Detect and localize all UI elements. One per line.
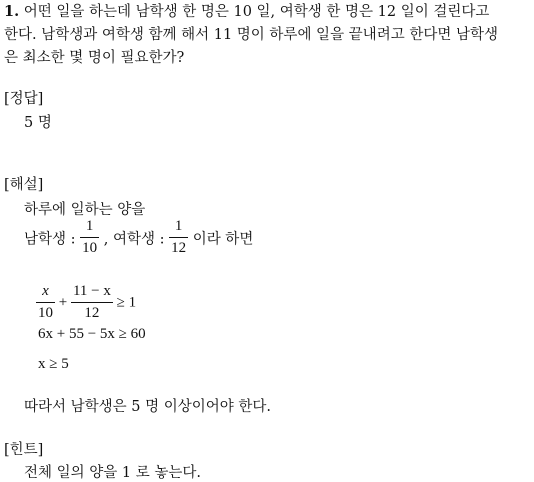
inequality-2: 6x + 55 − 5x ≥ 60 xyxy=(38,326,146,342)
hint-text: 전체 일의 양을 1 로 놓는다. xyxy=(24,465,201,481)
solution-line-1: 하루에 일하는 양을 xyxy=(24,202,146,218)
inequality-1-fraction-a xyxy=(36,283,55,323)
problem-line-1: 어떤 일을 하는데 남학생 한 명은 10 일, 여학생 한 명은 12 일이 걸린다고 xyxy=(23,4,490,20)
solution-conclusion: 따라서 남학생은 5 명 이상이어야 한다. xyxy=(24,399,271,415)
problem-statement xyxy=(4,5,489,20)
problem-line-2: 한다. 남학생과 여학생 함께 해서 11 명이 하루에 일을 끝내려고 한다면 남학생 xyxy=(4,27,498,43)
fraction-b-denominator: 12 xyxy=(84,305,100,322)
boy-rate-denominator: 10 xyxy=(82,240,98,257)
answer-label: [정답] xyxy=(4,91,44,107)
inequality-1-rhs: ≥ 1 xyxy=(116,294,137,311)
rates-suffix: 이라 하면 xyxy=(192,231,254,248)
girl-rate-denominator: 12 xyxy=(171,240,187,257)
boy-rate-fraction xyxy=(80,218,99,258)
problem-line-3: 은 최소한 몇 명이 필요한가? xyxy=(4,50,185,66)
inequality-1-fraction-b xyxy=(71,283,113,323)
girl-rate-numerator: 1 xyxy=(169,218,188,238)
boy-rate-numerator: 1 xyxy=(80,218,99,238)
fraction-a-numerator: x xyxy=(36,283,55,303)
solution-rates-line xyxy=(24,218,253,258)
hint-label: [힌트] xyxy=(4,442,44,458)
solution-label: [해설] xyxy=(4,177,44,193)
girl-rate-label: , 여학생 : xyxy=(103,231,165,248)
inequality-1 xyxy=(36,283,136,323)
answer-value: 5 명 xyxy=(24,115,52,131)
plus-sign: + xyxy=(58,294,68,311)
girl-rate-fraction xyxy=(169,218,188,258)
inequality-3: x ≥ 5 xyxy=(38,356,69,372)
fraction-b-numerator: 11 − x xyxy=(71,283,113,303)
fraction-a-denominator: 10 xyxy=(38,305,53,322)
boy-rate-label: 남학생 : xyxy=(24,231,76,248)
problem-number: 1. xyxy=(4,3,20,20)
